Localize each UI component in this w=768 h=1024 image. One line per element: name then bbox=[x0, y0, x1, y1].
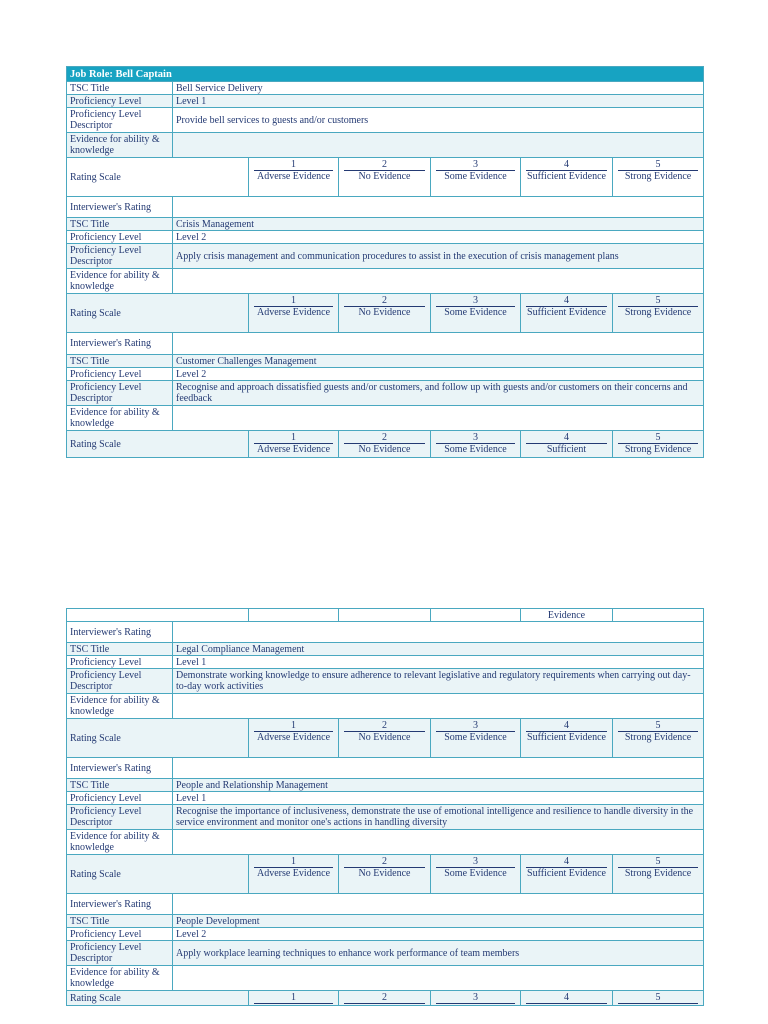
interviewer-rating-label: Interviewer's Rating bbox=[67, 894, 173, 915]
interviewer-rating-label: Interviewer's Rating bbox=[67, 333, 173, 355]
rating-option-2[interactable]: 2 bbox=[339, 991, 431, 1006]
proficiency-level-label: Proficiency Level bbox=[67, 656, 173, 669]
rating-option-3[interactable]: 3 Some Evidence bbox=[431, 431, 521, 458]
descriptor-value: Provide bell services to guests and/or customers bbox=[173, 108, 704, 133]
tsc-table-page1 bbox=[66, 66, 704, 458]
tsc-title-value: People and Relationship Management bbox=[173, 779, 704, 792]
rating-option-5[interactable]: 5 Strong Evidence bbox=[613, 719, 704, 758]
evidence-field[interactable] bbox=[173, 694, 704, 719]
proficiency-level-label: Proficiency Level bbox=[67, 231, 173, 244]
rating-scale-label: Rating Scale bbox=[67, 431, 249, 458]
descriptor-label: Proficiency Level Descriptor bbox=[67, 941, 173, 966]
interviewer-rating-label: Interviewer's Rating bbox=[67, 197, 173, 218]
evidence-field[interactable] bbox=[173, 133, 704, 158]
rating-option-5[interactable]: 5 Strong Evidence bbox=[613, 158, 704, 197]
descriptor-label: Proficiency Level Descriptor bbox=[67, 381, 173, 406]
carry-evidence-text: Evidence bbox=[521, 609, 613, 622]
evidence-field[interactable] bbox=[173, 966, 704, 991]
rating-option-2[interactable]: 2 No Evidence bbox=[339, 855, 431, 894]
descriptor-label: Proficiency Level Descriptor bbox=[67, 244, 173, 269]
descriptor-value: Apply crisis management and communication procedures to assist in the execution of crisis management plans bbox=[173, 244, 704, 269]
rating-option-5[interactable]: 5 Strong Evidence bbox=[613, 294, 704, 333]
rating-option-2[interactable]: 2 No Evidence bbox=[339, 431, 431, 458]
descriptor-value: Apply workplace learning techniques to enhance work performance of team members bbox=[173, 941, 704, 966]
proficiency-level-label: Proficiency Level bbox=[67, 792, 173, 805]
rating-option-5[interactable]: 5 Strong Evidence bbox=[613, 855, 704, 894]
interviewer-rating-field[interactable] bbox=[173, 333, 704, 355]
rating-option-4[interactable]: 4 bbox=[521, 991, 613, 1006]
rating-option-4[interactable]: 4 Sufficient Evidence bbox=[521, 719, 613, 758]
rating-option-2[interactable]: 2 No Evidence bbox=[339, 158, 431, 197]
tsc-title-value: Bell Service Delivery bbox=[173, 82, 704, 95]
rating-option-1[interactable]: 1 bbox=[249, 991, 339, 1006]
descriptor-value: Recognise and approach dissatisfied guests and/or customers, and follow up with guests and/or customers on their concerns and feedback bbox=[173, 381, 704, 406]
evidence-label: Evidence for ability & knowledge bbox=[67, 133, 173, 158]
rating-option-1[interactable]: 1 Adverse Evidence bbox=[249, 855, 339, 894]
rating-option-1[interactable]: 1 Adverse Evidence bbox=[249, 158, 339, 197]
tsc-title-label: TSC Title bbox=[67, 915, 173, 928]
rating-option-1[interactable]: 1 Adverse Evidence bbox=[249, 719, 339, 758]
rating-option-3[interactable]: 3 Some Evidence bbox=[431, 719, 521, 758]
proficiency-level-value: Level 2 bbox=[173, 928, 704, 941]
rating-scale-label: Rating Scale bbox=[67, 294, 249, 333]
evidence-field[interactable] bbox=[173, 269, 704, 294]
evidence-field[interactable] bbox=[173, 406, 704, 431]
rating-scale-label: Rating Scale bbox=[67, 719, 249, 758]
evidence-label: Evidence for ability & knowledge bbox=[67, 694, 173, 719]
rating-scale-label: Rating Scale bbox=[67, 991, 249, 1006]
carry-cell bbox=[613, 609, 704, 622]
rating-scale-label: Rating Scale bbox=[67, 855, 249, 894]
interviewer-rating-field[interactable] bbox=[173, 197, 704, 218]
rating-option-3[interactable]: 3 Some Evidence bbox=[431, 294, 521, 333]
interviewer-rating-field[interactable] bbox=[173, 622, 704, 643]
rating-option-3[interactable]: 3 bbox=[431, 991, 521, 1006]
proficiency-level-label: Proficiency Level bbox=[67, 368, 173, 381]
descriptor-label: Proficiency Level Descriptor bbox=[67, 669, 173, 694]
job-role-title: Job Role: Bell Captain bbox=[67, 67, 704, 82]
tsc-title-value: People Development bbox=[173, 915, 704, 928]
proficiency-level-value: Level 1 bbox=[173, 95, 704, 108]
descriptor-value: Demonstrate working knowledge to ensure adherence to relevant legislative and regulatory requirements when carrying out day-to-day work activities bbox=[173, 669, 704, 694]
descriptor-label: Proficiency Level Descriptor bbox=[67, 805, 173, 830]
rating-option-3[interactable]: 3 Some Evidence bbox=[431, 158, 521, 197]
evidence-label: Evidence for ability & knowledge bbox=[67, 830, 173, 855]
rating-option-4[interactable]: 4 Sufficient Evidence bbox=[521, 158, 613, 197]
tsc-title-value: Crisis Management bbox=[173, 218, 704, 231]
rating-option-4[interactable]: 4 Sufficient Evidence bbox=[521, 294, 613, 333]
tsc-table-page2 bbox=[66, 608, 704, 1006]
interviewer-rating-field[interactable] bbox=[173, 894, 704, 915]
tsc-title-label: TSC Title bbox=[67, 355, 173, 368]
rating-option-1[interactable]: 1 Adverse Evidence bbox=[249, 431, 339, 458]
descriptor-label: Proficiency Level Descriptor bbox=[67, 108, 173, 133]
tsc-title-value: Customer Challenges Management bbox=[173, 355, 704, 368]
interviewer-rating-label: Interviewer's Rating bbox=[67, 622, 173, 643]
rating-option-1[interactable]: 1 Adverse Evidence bbox=[249, 294, 339, 333]
carry-cell bbox=[67, 609, 249, 622]
carry-cell bbox=[249, 609, 339, 622]
evidence-field[interactable] bbox=[173, 830, 704, 855]
rating-option-5[interactable]: 5 Strong Evidence bbox=[613, 431, 704, 458]
rating-scale-label: Rating Scale bbox=[67, 158, 249, 197]
rating-option-4[interactable]: 4 Sufficient bbox=[521, 431, 613, 458]
evidence-label: Evidence for ability & knowledge bbox=[67, 269, 173, 294]
interviewer-rating-label: Interviewer's Rating bbox=[67, 758, 173, 779]
tsc-title-label: TSC Title bbox=[67, 82, 173, 95]
rating-option-4[interactable]: 4 Sufficient Evidence bbox=[521, 855, 613, 894]
tsc-title-label: TSC Title bbox=[67, 779, 173, 792]
proficiency-level-label: Proficiency Level bbox=[67, 928, 173, 941]
descriptor-value: Recognise the importance of inclusiveness, demonstrate the use of emotional intelligence and resilience to handle diversity in the service environment and monitor one's actions in handling diversity bbox=[173, 805, 704, 830]
carry-cell bbox=[339, 609, 431, 622]
tsc-title-value: Legal Compliance Management bbox=[173, 643, 704, 656]
tsc-title-label: TSC Title bbox=[67, 643, 173, 656]
proficiency-level-value: Level 2 bbox=[173, 368, 704, 381]
tsc-title-label: TSC Title bbox=[67, 218, 173, 231]
evidence-label: Evidence for ability & knowledge bbox=[67, 406, 173, 431]
proficiency-level-value: Level 1 bbox=[173, 656, 704, 669]
rating-option-2[interactable]: 2 No Evidence bbox=[339, 294, 431, 333]
rating-option-5[interactable]: 5 bbox=[613, 991, 704, 1006]
proficiency-level-value: Level 1 bbox=[173, 792, 704, 805]
proficiency-level-label: Proficiency Level bbox=[67, 95, 173, 108]
evidence-label: Evidence for ability & knowledge bbox=[67, 966, 173, 991]
proficiency-level-value: Level 2 bbox=[173, 231, 704, 244]
carry-cell bbox=[431, 609, 521, 622]
rating-option-3[interactable]: 3 Some Evidence bbox=[431, 855, 521, 894]
rating-option-2[interactable]: 2 No Evidence bbox=[339, 719, 431, 758]
interviewer-rating-field[interactable] bbox=[173, 758, 704, 779]
